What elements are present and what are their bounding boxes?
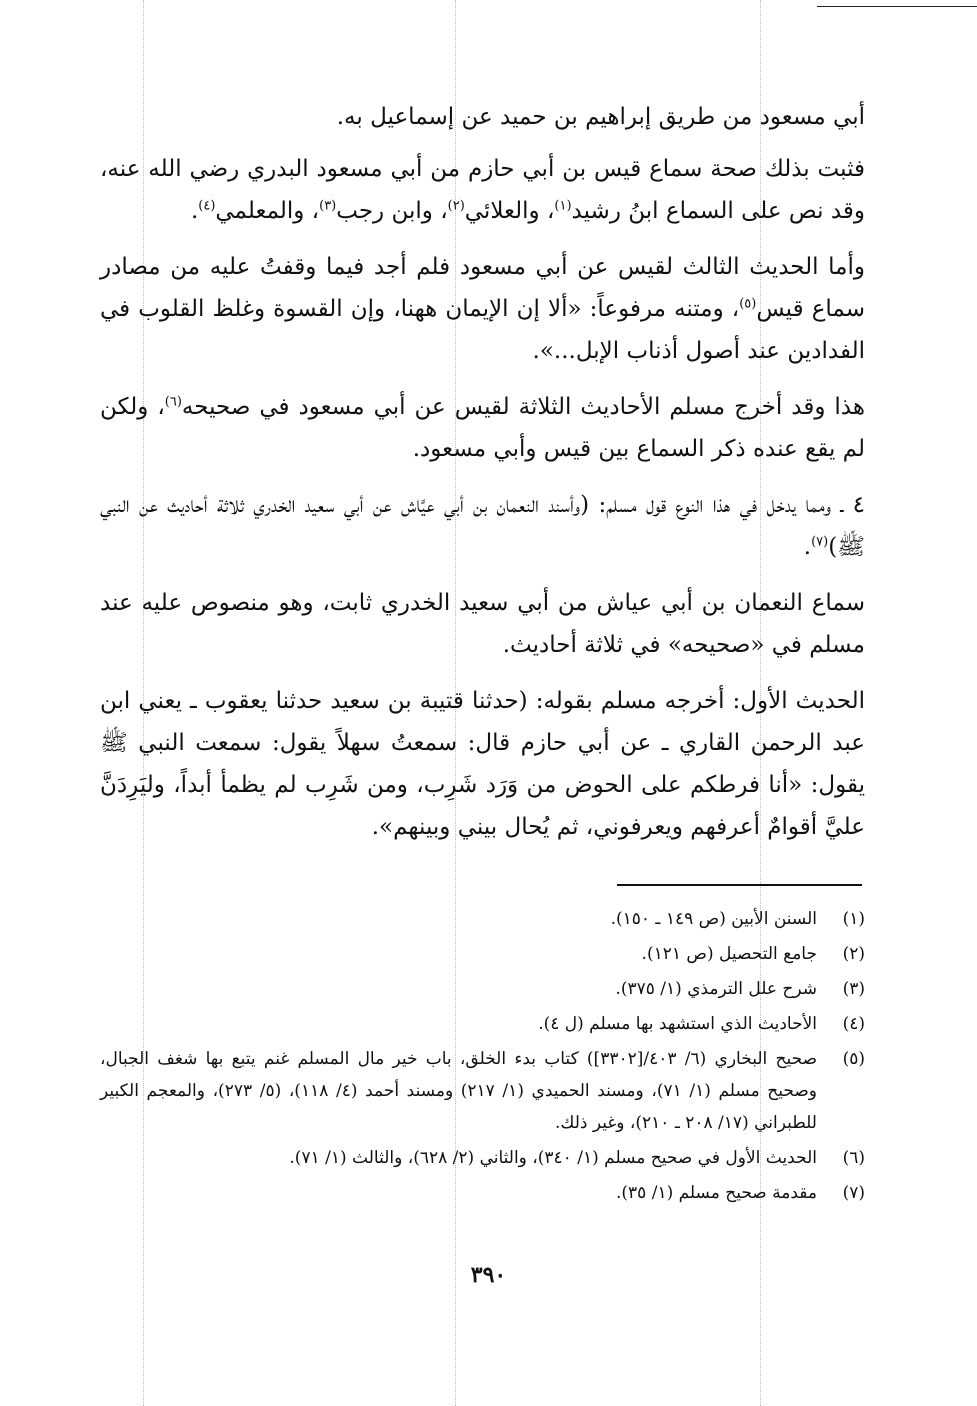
footnote-number: (٣) (842, 979, 865, 999)
text-run: فثبت بذلك صحة سماع قيس بن أبي حازم من أبي مسعود البدري رضي الله عنه، وقد نص على السماع ابنُ رشيد (100, 156, 865, 224)
text-run: وأما الحديث الثالث لقيس عن أبي مسعود فلم أجد فيما وقفتُ عليه من مصادر سماع قيس (100, 254, 866, 322)
footnote-text: السنن الأبين (ص ١٤٩ ـ ١٥٠). (610, 909, 817, 929)
footnote-item (100, 1008, 865, 1040)
footnote-ref: (٤) (198, 198, 216, 214)
footnote-separator (617, 884, 862, 886)
footnote-number: (٧) (842, 1183, 865, 1203)
paragraph (100, 484, 865, 568)
footnote-item (100, 1142, 865, 1174)
text-run: ، ومتنه مرفوعاً: «ألا إن الإيمان ههنا، وإن القسوة وغلظ القلوب في الفدادين عند أصول أذناب الإبل...». (100, 296, 865, 364)
footnote-number: (٢) (842, 944, 865, 964)
footnote-item (100, 1043, 865, 1139)
footnote-number: (٦) (842, 1148, 865, 1168)
footnote-item (100, 1177, 865, 1209)
paragraph (100, 246, 865, 372)
paragraph (100, 386, 865, 470)
paragraph (100, 582, 865, 666)
footnote-item (100, 973, 865, 1005)
footnote-number: (٥) (842, 1049, 865, 1069)
text-run: أبي مسعود من طريق إبراهيم بن حميد عن إسماعيل به. (336, 104, 865, 130)
paragraph (100, 96, 865, 138)
footnote-ref: (٥) (739, 296, 757, 312)
page-number: ٣٩٠ (470, 1262, 507, 1288)
footnote-ref: (٧) (811, 534, 829, 550)
text-run: ، والعلائي (464, 198, 555, 224)
footnote-ref: (٣) (319, 198, 337, 214)
text-run: سماع النعمان بن أبي عياش من أبي سعيد الخدري ثابت، وهو منصوص عليه عند مسلم في «صحيحه» في ثلاثة أحاديث. (100, 590, 865, 658)
footnote-text: شرح علل الترمذي (١/ ٣٧٥). (615, 979, 817, 999)
text-run: ، وابن رجب (336, 198, 448, 224)
text-run: هذا وقد أخرج مسلم الأحاديث الثلاثة لقيس عن أبي مسعود في صحيحه (181, 394, 866, 420)
paragraph (100, 680, 865, 848)
footnote-item (100, 903, 865, 935)
footnote-text: الحديث الأول في صحيح مسلم (١/ ٣٤٠)، والثاني (٢/ ٦٢٨)، والثالث (١/ ٧١). (289, 1148, 817, 1168)
text-run: الحديث الأول: أخرجه مسلم بقوله: (حدثنا قتيبة بن سعيد حدثنا يعقوب ـ يعني ابن عبد الرحمن القاري ـ عن أبي حازم قال: سمعتُ سهلاً يقول: سمعت النبي ﷺ يقول: «أنا فرطكم على الحوض من وَرَد شَرِب، ومن شَرِب لم يظمأ أبداً، وليَرِدَنَّ عليَّ أقوامٌ أعرفهم ويعرفوني، ثم يُحال بيني وبينهم». (100, 688, 865, 840)
footnote-text: مقدمة صحيح مسلم (١/ ٣٥). (615, 1183, 817, 1203)
footnote-number: (٤) (842, 1014, 865, 1034)
text-run: ، والمعلمي (215, 198, 320, 224)
scan-edge-line (817, 6, 977, 7)
footnote-item (100, 938, 865, 970)
footnote-ref: (١) (554, 198, 572, 214)
text-run: ٤ ـ ومما يدخل في هذا النوع قول مسلم: (وأسند النعمان بن أبي عيَّاش عن أبي سعيد الخدري ثلاثة أحاديث عن النبي ﷺ) (100, 492, 865, 560)
main-text (100, 96, 865, 862)
footnote-text: الأحاديث الذي استشهد بها مسلم (ل ٤). (538, 1014, 817, 1034)
footnote-ref: (٦) (164, 394, 182, 410)
footnote-text: جامع التحصيل (ص ١٢١). (641, 944, 817, 964)
text-run: ، ولكن لم يقع عنده ذكر السماع بين قيس وأبي مسعود. (100, 394, 865, 462)
footnotes-section (100, 903, 865, 1212)
footnote-ref: (٢) (447, 198, 465, 214)
footnote-number: (١) (842, 909, 865, 929)
text-run: . (190, 198, 199, 224)
text-run: . (803, 534, 812, 560)
paragraph (100, 148, 865, 232)
footnote-text: صحيح البخاري (٦/ ٤٠٣/[٣٣٠٢]) كتاب بدء الخلق، باب خير مال المسلم غنم يتبع بها شغف الجبال، وصحيح مسلم (١/ ٧١)، ومسند الحميدي (١/ ٢١٧) ومسند أحمد (٤/ ١١٨)، (٥/ ٢٧٣)، والمعجم الكبير للطبراني (١٧/ ٢٠٨ ـ ٢١٠)، وغير ذلك. (100, 1049, 818, 1133)
